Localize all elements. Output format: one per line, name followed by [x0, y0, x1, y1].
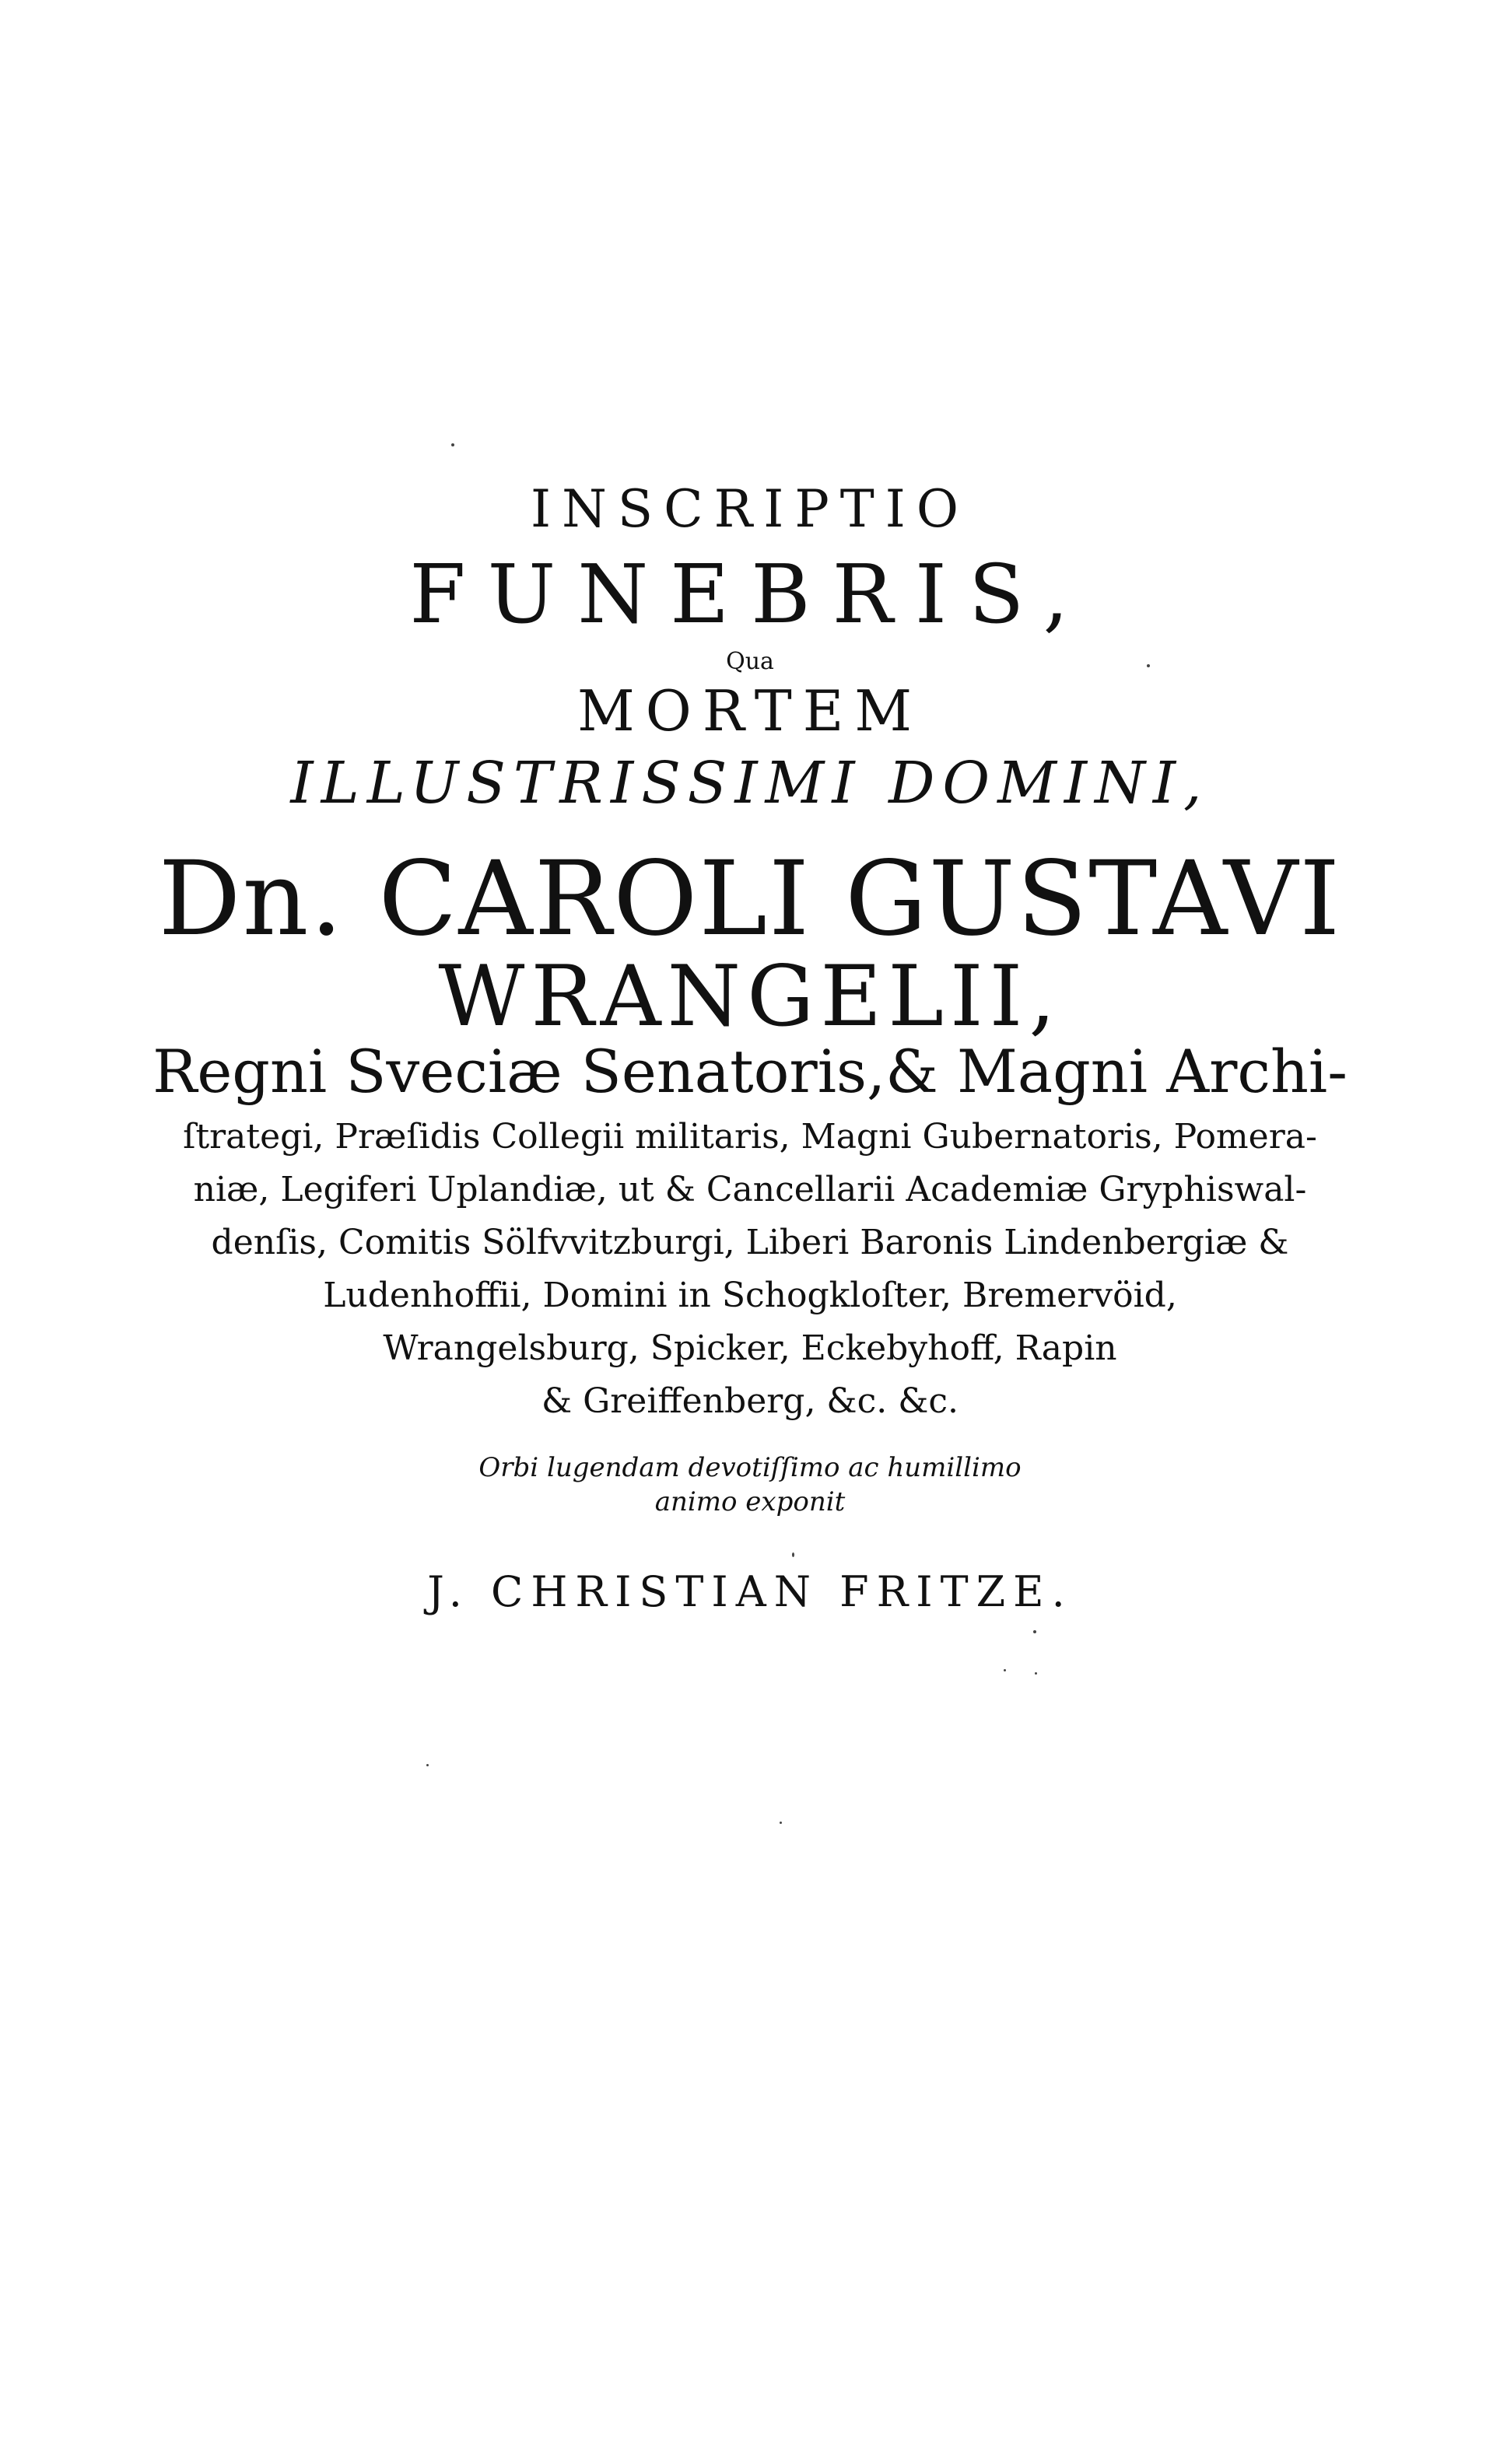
print-speck: [792, 1552, 794, 1557]
heading-inscriptio: INSCRIPTIO: [531, 479, 969, 539]
heading-name: Dn. CAROLI GUSTAVI: [158, 839, 1342, 959]
dedication-line-1: Orbi lugendam devotiſſimo ac humillimo: [478, 1452, 1022, 1483]
heading-surname: WRANGELII,: [438, 948, 1062, 1045]
heading-qua: Qua: [726, 648, 774, 675]
dedication-line-2: animo exponit: [654, 1486, 846, 1517]
titles-line-5: Ludenhoffii, Domini in Schogkloſter, Bremervöid,: [323, 1276, 1177, 1315]
titles-line-1: Regni Sveciæ Senatoris,& Magni Archi-: [152, 1037, 1348, 1106]
heading-funebris: FUNEBRIS,: [409, 547, 1091, 642]
heading-mortem: MORTEM: [577, 678, 923, 744]
author-name: J. CHRISTIAN FRITZE.: [427, 1567, 1073, 1616]
print-speck: [451, 443, 454, 446]
print-speck: [1035, 1672, 1037, 1675]
titles-line-2: ſtrategi, Præſidis Collegii militaris, Magni Gubernatoris, Pomera-: [183, 1117, 1317, 1157]
print-speck: [1147, 664, 1150, 667]
print-speck: [780, 1822, 782, 1824]
titles-line-7: & Greiffenberg, &c. &c.: [541, 1381, 959, 1421]
titles-line-4: denſis, Comitis Sölfvvitzburgi, Liberi Baronis Lindenbergiæ &: [211, 1223, 1289, 1262]
print-speck: [426, 1764, 429, 1766]
heading-illustrissimi: ILLUSTRISSIMI DOMINI,: [290, 750, 1210, 817]
titles-line-3: niæ, Legiferi Uplandiæ, ut & Cancellarii Academiæ Gryphiswal-: [193, 1170, 1307, 1209]
print-speck: [1033, 1630, 1036, 1633]
titles-line-6: Wrangelsburg, Spicker, Eckebyhoff, Rapin: [383, 1328, 1117, 1368]
print-speck: [1004, 1669, 1006, 1671]
